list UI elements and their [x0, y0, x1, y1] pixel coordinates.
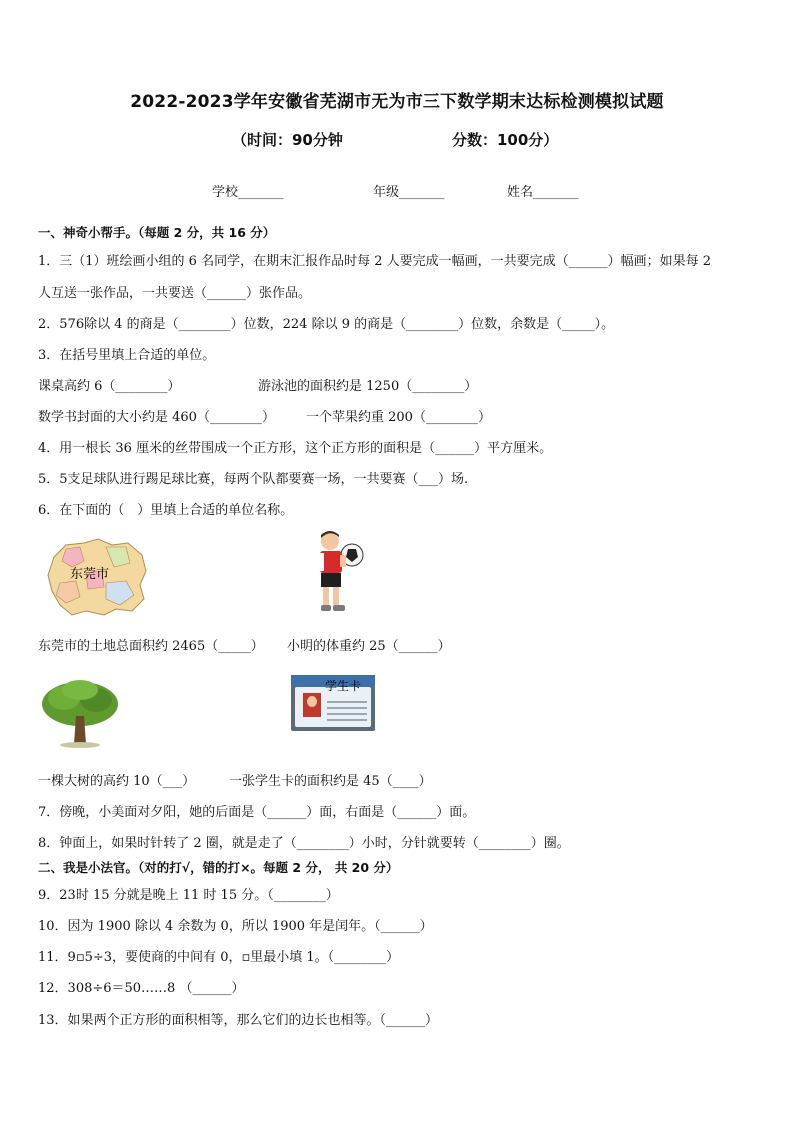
- question-6-a: 东莞市的土地总面积约 2465（_____）: [38, 639, 264, 654]
- map-label: 东莞市: [70, 567, 110, 582]
- question-7: 7．傍晚，小美面对夕阳，她的后面是（______）面，右面是（______）面。: [38, 805, 476, 820]
- grade-field: 年级_______: [373, 185, 445, 200]
- exam-time: （时间：90分钟: [232, 131, 343, 149]
- question-8: 8．钟面上，如果时针转了 2 圈，就是走了（________）小时，分针就要转（________）圈。: [38, 836, 570, 851]
- question-1-line-1: 1．三（1）班绘画小组的 6 名同学，在期末汇报作品时每 2 人要完成一幅画，一共要完成（______）幅画；如果每 2: [38, 254, 712, 269]
- question-6-c: 一棵大树的高约 10（___）: [38, 774, 196, 789]
- section-1-heading: 一、神奇小帮手。（每题 2 分，共 16 分）: [38, 225, 276, 240]
- question-9: 9．23时 15 分就是晚上 11 时 15 分。（________）: [38, 888, 339, 903]
- question-3-c: 数学书封面的大小约是 460（________）: [38, 410, 275, 425]
- exam-score: 分数：100分）: [452, 131, 559, 149]
- question-11: 11．9▫5÷3，要使商的中间有 0，▫里最小填 1。（________）: [38, 950, 400, 965]
- card-info-line: [327, 713, 367, 715]
- question-6-b: 小明的体重约 25（______）: [287, 639, 451, 654]
- question-2: 2．576除以 4 的商是（________）位数，224 除以 9 的商是（________）位数，余数是（_____）。: [38, 317, 615, 332]
- section-2-heading: 二、我是小法官。（对的打√，错的打×。每题 2 分， 共 20 分）: [38, 860, 399, 875]
- name-field: 姓名_______: [507, 185, 579, 200]
- tree-figure: [40, 676, 120, 748]
- question-4: 4．用一根长 36 厘米的丝带围成一个正方形，这个正方形的面积是（______）平方厘米。: [38, 441, 553, 456]
- card-label: 学生卡: [325, 679, 362, 693]
- question-5: 5．5支足球队进行踢足球比赛，每两个队都要赛一场，一共要赛（___）场.: [38, 472, 469, 487]
- child-with-ball-image: [312, 529, 368, 617]
- child-figure: [312, 529, 368, 617]
- question-6: 6．在下面的（ ）里填上合适的单位名称。: [38, 503, 294, 518]
- dongguan-map-image: [46, 537, 150, 621]
- card-info-line: [327, 719, 367, 721]
- question-1-line-2: 人互送一张作品，一共要送（______）张作品。: [38, 286, 312, 301]
- card-info-line: [327, 707, 367, 709]
- school-field: 学校_______: [212, 185, 284, 200]
- student-card-image: [291, 675, 375, 731]
- card-photo-face: [307, 696, 317, 707]
- question-3-b: 游泳池的面积约是 1250（________）: [258, 379, 478, 394]
- question-6-d: 一张学生卡的面积约是 45（____）: [229, 774, 432, 789]
- question-3: 3．在括号里填上合适的单位。: [38, 348, 216, 363]
- page-title: 2022-2023学年安徽省芜湖市无为市三下数学期末达标检测模拟试题: [130, 92, 664, 112]
- question-10: 10．因为 1900 除以 4 余数为 0，所以 1900 年是闰年。（______）: [38, 919, 433, 934]
- question-3-d: 一个苹果约重 200（________）: [306, 410, 491, 425]
- question-3-a: 课桌高约 6（________）: [38, 379, 181, 394]
- tree-image: [40, 676, 120, 748]
- card-info-line: [327, 701, 367, 703]
- question-13: 13．如果两个正方形的面积相等，那么它们的边长也相等。（______）: [38, 1013, 439, 1028]
- question-12: 12．308÷6＝50……8 （______）: [38, 981, 245, 996]
